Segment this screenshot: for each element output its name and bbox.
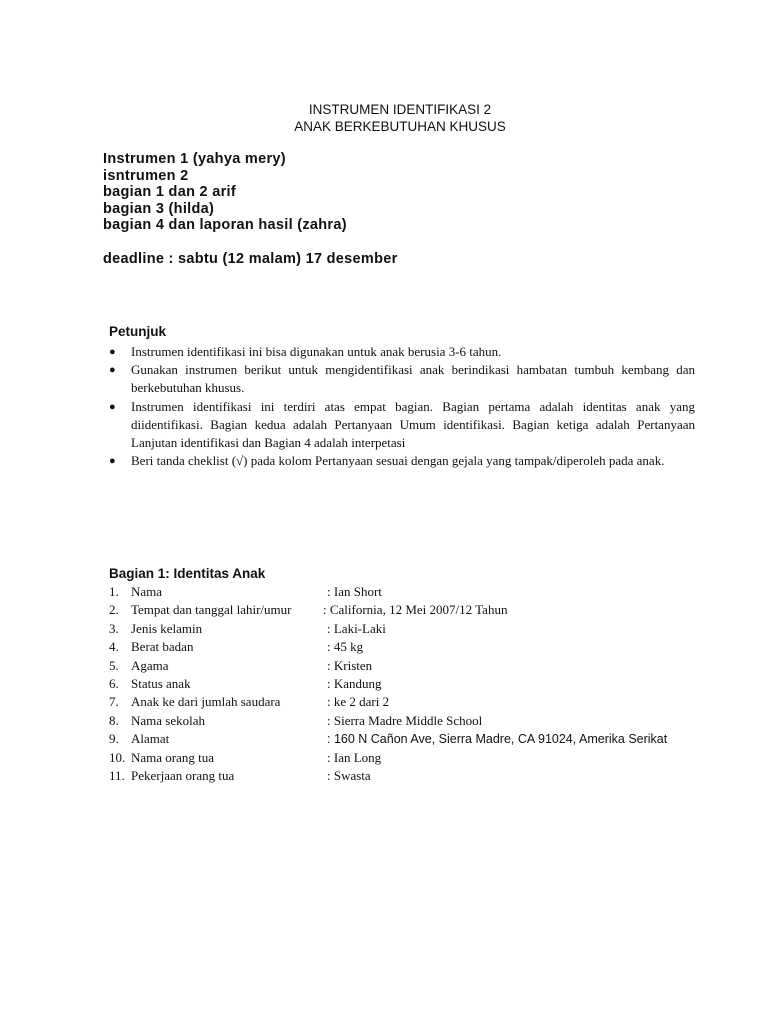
identity-row — [109, 767, 709, 785]
field-value: : California, 12 Mei 2007/12 Tahun — [323, 602, 508, 618]
document-title-line-1: INSTRUMEN IDENTIFIKASI 2 — [308, 102, 492, 117]
identity-row — [109, 657, 709, 675]
instruction-text: Instrumen identifikasi ini bisa digunakan untuk anak berusia 3-6 tahun. — [131, 344, 502, 359]
instruction-item — [109, 343, 695, 361]
assignment-line-5: bagian 4 dan laporan hasil (zahra) — [103, 217, 347, 233]
field-label: Berat badan — [131, 639, 194, 655]
identity-row — [109, 583, 709, 601]
field-label: Pekerjaan orang tua — [131, 767, 235, 783]
row-number: 3. — [109, 620, 119, 636]
bullet-icon: ● — [109, 455, 116, 468]
row-number: 9. — [109, 731, 119, 747]
field-label: Jenis kelamin — [131, 620, 203, 636]
instructions-list — [109, 343, 695, 470]
row-number: 8. — [109, 712, 119, 728]
instruction-text: Instrumen identifikasi ini terdiri atas empat bagian. Bagian pertama adalah identitas anak yang diidentifikasi. Bagian kedua adalah Pertanyaan Umum identifikasi. Bagian ketiga adalah Pertanyaan Lanjutan identifikasi dan Bagian 4 adalah interpetasi — [131, 398, 695, 451]
field-value: : Ian Short — [327, 584, 382, 599]
field-label: Nama orang tua — [131, 749, 215, 765]
field-value: : Ian Long — [327, 749, 382, 765]
instruction-text: Gunakan instrumen berikut untuk mengidentifikasi anak berindikasi hambatan tumbuh kembang dan berkebutuhan khusus. — [131, 362, 695, 396]
field-label: Tempat dan tanggal lahir/umur — [131, 602, 292, 618]
assignment-line-4: bagian 3 (hilda) — [103, 201, 215, 217]
row-number: 5. — [109, 657, 119, 673]
field-label: Status anak — [131, 675, 191, 691]
identity-row — [109, 749, 709, 767]
field-value: : Laki-Laki — [327, 620, 386, 636]
assignment-line-2: isntrumen 2 — [103, 168, 189, 184]
field-label: Nama sekolah — [131, 712, 206, 728]
row-number: 11. — [109, 767, 125, 783]
field-value: : ke 2 dari 2 — [327, 694, 390, 710]
assignment-line-3: bagian 1 dan 2 arif — [103, 184, 237, 200]
deadline-note: deadline : sabtu (12 malam) 17 desember — [103, 251, 398, 267]
row-number: 7. — [109, 694, 119, 710]
instruction-item — [109, 398, 695, 453]
row-number: 6. — [109, 675, 119, 691]
instruction-text: Beri tanda cheklist (√) pada kolom Pertanyaan sesuai dengan gejala yang tampak/diperoleh pada anak. — [131, 453, 665, 469]
field-value: : Kristen — [327, 657, 373, 673]
identity-list — [109, 583, 709, 785]
row-number: 2. — [109, 602, 119, 618]
bullet-icon: ● — [109, 346, 116, 358]
field-label: Anak ke dari jumlah saudara — [131, 694, 281, 710]
identity-row — [109, 638, 709, 656]
identity-row — [109, 693, 709, 711]
identity-row — [109, 730, 709, 748]
field-value: : 45 kg — [327, 639, 364, 655]
field-value: : Kandung — [327, 675, 382, 691]
field-label: Alamat — [131, 731, 170, 747]
instructions-heading: Petunjuk — [109, 324, 167, 339]
field-value: : Sierra Madre Middle School — [327, 712, 483, 728]
row-number: 4. — [109, 639, 119, 655]
bullet-icon: ● — [109, 400, 116, 413]
assignment-line-1: Instrumen 1 (yahya mery) — [103, 151, 286, 167]
field-value: : 160 N Cañon Ave, Sierra Madre, CA 91024, Amerika Serikat — [327, 732, 668, 747]
identity-row — [109, 620, 709, 638]
identity-heading: Bagian 1: Identitas Anak — [109, 566, 266, 581]
instruction-item — [109, 361, 695, 397]
field-label: Agama — [131, 657, 169, 673]
document-title-line-2: ANAK BERKEBUTUHAN KHUSUS — [294, 119, 506, 134]
field-label: Nama — [131, 584, 163, 599]
row-number: 1. — [109, 584, 119, 599]
identity-row — [109, 712, 709, 730]
row-number: 10. — [109, 749, 126, 765]
identity-row — [109, 675, 709, 693]
instruction-item — [109, 452, 695, 470]
field-value: : Swasta — [327, 767, 371, 783]
identity-row — [109, 601, 709, 619]
bullet-icon: ● — [109, 364, 116, 377]
